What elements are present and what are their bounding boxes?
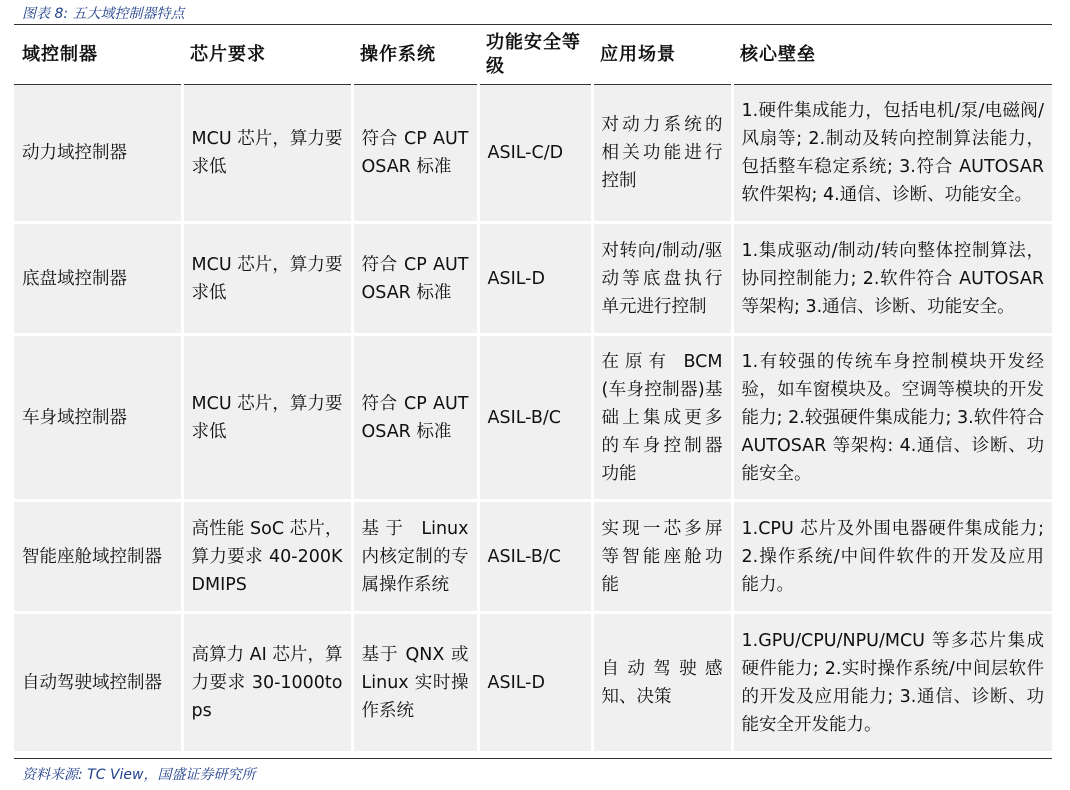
table-cell: 车身域控制器 bbox=[14, 335, 182, 501]
table-cell: 实现一芯多屏等智能座舱功能 bbox=[592, 501, 732, 613]
table-cell: 1.有较强的传统车身控制模块开发经验，如车窗模块及。空调等模块的开发能力; 2.较强硬件集成能力; 3.软件符合 AUTOSAR 等架构: 4.通信、诊断、功能安全。 bbox=[732, 335, 1052, 501]
table-row bbox=[14, 223, 1052, 335]
table-cell: 对转向/制动/驱动等底盘执行单元进行控制 bbox=[592, 223, 732, 335]
domain-controller-table bbox=[14, 26, 1052, 754]
table-cell: 高算力 AI 芯片，算力要求 30-1000tops bbox=[182, 613, 352, 753]
table-cell: 1.硬件集成能力，包括电机/泵/电磁阀/风扇等; 2.制动及转向控制算法能力，包括整车稳定系统; 3.符合 AUTOSAR 软件架构; 4.通信、诊断、功能安全。 bbox=[732, 85, 1052, 223]
table-cell: 对动力系统的相关功能进行控制 bbox=[592, 85, 732, 223]
table-cell: 底盘域控制器 bbox=[14, 223, 182, 335]
table-cell: 1.集成驱动/制动/转向整体控制算法，协同控制能力; 2.软件符合 AUTOSAR 等架构; 3.通信、诊断、功能安全。 bbox=[732, 223, 1052, 335]
table-header-row bbox=[14, 26, 1052, 85]
table-cell: MCU 芯片，算力要求低 bbox=[182, 223, 352, 335]
table-cell: 智能座舱域控制器 bbox=[14, 501, 182, 613]
table-cell: 符合 CP AUTOSAR 标准 bbox=[352, 85, 478, 223]
header-cell: 核心壁垒 bbox=[732, 26, 1052, 85]
table-row bbox=[14, 613, 1052, 753]
table-row bbox=[14, 501, 1052, 613]
table-cell: MCU 芯片，算力要求低 bbox=[182, 335, 352, 501]
table-cell: 高性能 SoC 芯片，算力要求 40-200KDMIPS bbox=[182, 501, 352, 613]
table-cell: 自动驾驶域控制器 bbox=[14, 613, 182, 753]
table-cell: 符合 CP AUTOSAR 标准 bbox=[352, 335, 478, 501]
header-cell: 应用场景 bbox=[592, 26, 732, 85]
figure-caption: 图表 8: 五大域控制器特点 bbox=[22, 6, 185, 22]
table-row bbox=[14, 335, 1052, 501]
header-cell: 域控制器 bbox=[14, 26, 182, 85]
source-note: 资料来源: TC View，国盛证券研究所 bbox=[22, 767, 256, 783]
table-cell: MCU 芯片，算力要求低 bbox=[182, 85, 352, 223]
table-cell: 符合 CP AUTOSAR 标准 bbox=[352, 223, 478, 335]
table-cell: 基于 Linux 内核定制的专属操作系统 bbox=[352, 501, 478, 613]
table-row bbox=[14, 85, 1052, 223]
header-cell: 芯片要求 bbox=[182, 26, 352, 85]
table-cell: ASIL-D bbox=[478, 613, 592, 753]
table-cell: 1.GPU/CPU/NPU/MCU 等多芯片集成硬件能力; 2.实时操作系统/中间层软件的开发及应用能力; 3.通信、诊断、功能安全开发能力。 bbox=[732, 613, 1052, 753]
header-cell: 操作系统 bbox=[352, 26, 478, 85]
table-cell: ASIL-B/C bbox=[478, 501, 592, 613]
table-cell: 动力域控制器 bbox=[14, 85, 182, 223]
table-cell: ASIL-C/D bbox=[478, 85, 592, 223]
table-bottom-rule bbox=[14, 758, 1052, 759]
table-cell: 自动驾驶感知、决策 bbox=[592, 613, 732, 753]
table-cell: 基于 QNX 或 Linux 实时操作系统 bbox=[352, 613, 478, 753]
table-top-rule bbox=[14, 24, 1052, 25]
table-cell: 在原有 BCM(车身控制器)基础上集成更多的车身控制器功能 bbox=[592, 335, 732, 501]
table-cell: ASIL-B/C bbox=[478, 335, 592, 501]
header-cell: 功能安全等级 bbox=[478, 26, 592, 85]
table-cell: 1.CPU 芯片及外围电器硬件集成能力; 2.操作系统/中间件软件的开发及应用能力。 bbox=[732, 501, 1052, 613]
table-cell: ASIL-D bbox=[478, 223, 592, 335]
